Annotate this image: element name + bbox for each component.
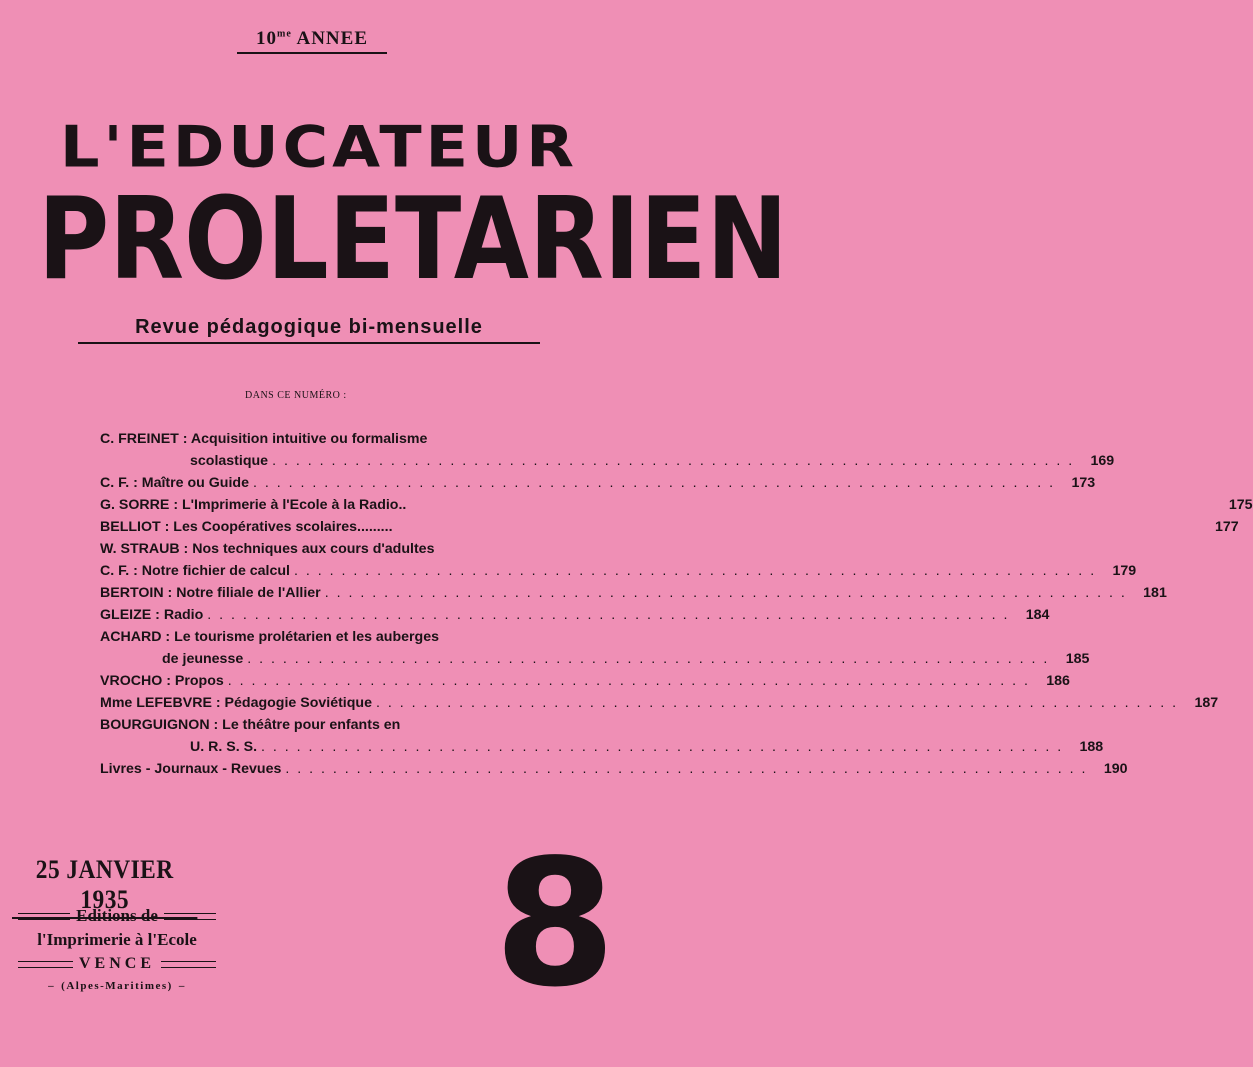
toc-entry: [100, 626, 522, 648]
publisher-region: (Alpes-Maritimes): [61, 980, 173, 992]
toc-page-number: 185: [1065, 651, 1090, 667]
year-label: [237, 28, 387, 54]
toc-entry-text: scolastique: [190, 453, 269, 469]
title-line-2: PROLETARIEN: [38, 173, 788, 306]
toc-entry-text: G. SORRE : L'Imprimerie à l'Ecole à la Radio..: [100, 497, 407, 513]
toc-entry: [100, 472, 1096, 494]
toc-entry: [100, 758, 1128, 780]
toc-entry: [100, 538, 522, 560]
subtitle: Revue pédagogique bi-mensuelle: [78, 316, 540, 344]
toc-entry: [100, 428, 522, 450]
toc-entry: [100, 450, 1115, 472]
toc-entry-text: de jeunesse: [162, 651, 244, 667]
leader-dots: [228, 670, 1030, 692]
toc-entry: [100, 648, 1090, 670]
toc-entry: [100, 516, 1239, 538]
toc-entry-text: VROCHO : Propos: [100, 673, 224, 689]
toc-entry-text: C. F. : Notre fichier de calcul: [100, 563, 290, 579]
title-line-1: L'EDUCATEUR: [60, 112, 579, 181]
publisher-city: VENCE: [79, 955, 156, 972]
toc-page-number: 175: [1228, 497, 1253, 513]
contents-heading: DANS CE NUMÉRO :: [245, 390, 347, 401]
year-number: 10: [256, 28, 277, 49]
divider: [18, 961, 73, 968]
toc-entry: [100, 692, 1219, 714]
divider: [18, 913, 70, 920]
publisher-block: Editions de l'Imprimerie à l'Ecole VENCE – (Alpes-Maritimes) –: [12, 905, 222, 997]
toc-page-number: 184: [1025, 607, 1050, 623]
year-ordinal-suffix: me: [277, 28, 292, 40]
toc-entry-text: W. STRAUB : Nos techniques aux cours d'adultes: [100, 541, 435, 557]
toc-entry: [100, 560, 1137, 582]
toc-page-number: 188: [1079, 739, 1104, 755]
toc-page-number: 186: [1046, 673, 1070, 689]
leader-dots: [294, 560, 1096, 582]
toc-entry: [100, 736, 1104, 758]
issue-number: 8: [494, 823, 616, 1026]
toc-entry-text: BERTOIN : Notre filiale de l'Allier: [100, 585, 321, 601]
toc-entry: [100, 494, 1253, 516]
toc-entry-text: C. FREINET : Acquisition intuitive ou formalisme: [100, 431, 428, 447]
toc-page-number: 179: [1112, 563, 1137, 579]
year-word: ANNEE: [296, 28, 368, 49]
toc-entry-text: U. R. S. S.: [190, 739, 258, 755]
divider: [161, 961, 216, 968]
issue-date: 25 JANVIER 1935: [12, 855, 197, 919]
toc-page-number: 169: [1090, 453, 1115, 469]
toc-page-number: 187: [1194, 695, 1219, 711]
leader-dots: [207, 604, 1009, 626]
toc-page-number: 177: [1214, 519, 1239, 535]
leader-dots: [247, 648, 1049, 670]
toc-entry-text: C. F. : Maître ou Guide: [100, 475, 249, 491]
toc-entry: [100, 604, 1050, 626]
toc-page-number: 173: [1071, 475, 1096, 491]
toc-entry-text: Mme LEFEBVRE : Pédagogie Soviétique: [100, 695, 372, 711]
toc-entry-text: ACHARD : Le tourisme prolétarien et les auberges: [100, 629, 440, 645]
toc-page-number: 181: [1143, 585, 1167, 601]
toc-entry: [100, 714, 522, 736]
toc-entry-text: Livres - Journaux - Revues: [100, 761, 282, 777]
publisher-line-1: Editions de: [76, 906, 158, 925]
toc-entry-text: GLEIZE : Radio: [100, 607, 204, 623]
leader-dots: [325, 582, 1127, 604]
leader-dots: [285, 758, 1087, 780]
leader-dots: [272, 450, 1074, 472]
toc-entry-text: BELLIOT : Les Coopératives scolaires.........: [100, 519, 393, 535]
toc-entry: [100, 582, 1167, 604]
leader-dots: [261, 736, 1063, 758]
publisher-line-2: l'Imprimerie à l'Ecole: [37, 930, 197, 949]
toc-page-number: 190: [1103, 761, 1128, 777]
table-of-contents: [100, 428, 1253, 780]
toc-entry-text: BOURGUIGNON : Le théâtre pour enfants en: [100, 717, 401, 733]
leader-dots: [376, 692, 1178, 714]
divider: [164, 913, 216, 920]
leader-dots: [253, 472, 1055, 494]
toc-entry: [100, 670, 1070, 692]
